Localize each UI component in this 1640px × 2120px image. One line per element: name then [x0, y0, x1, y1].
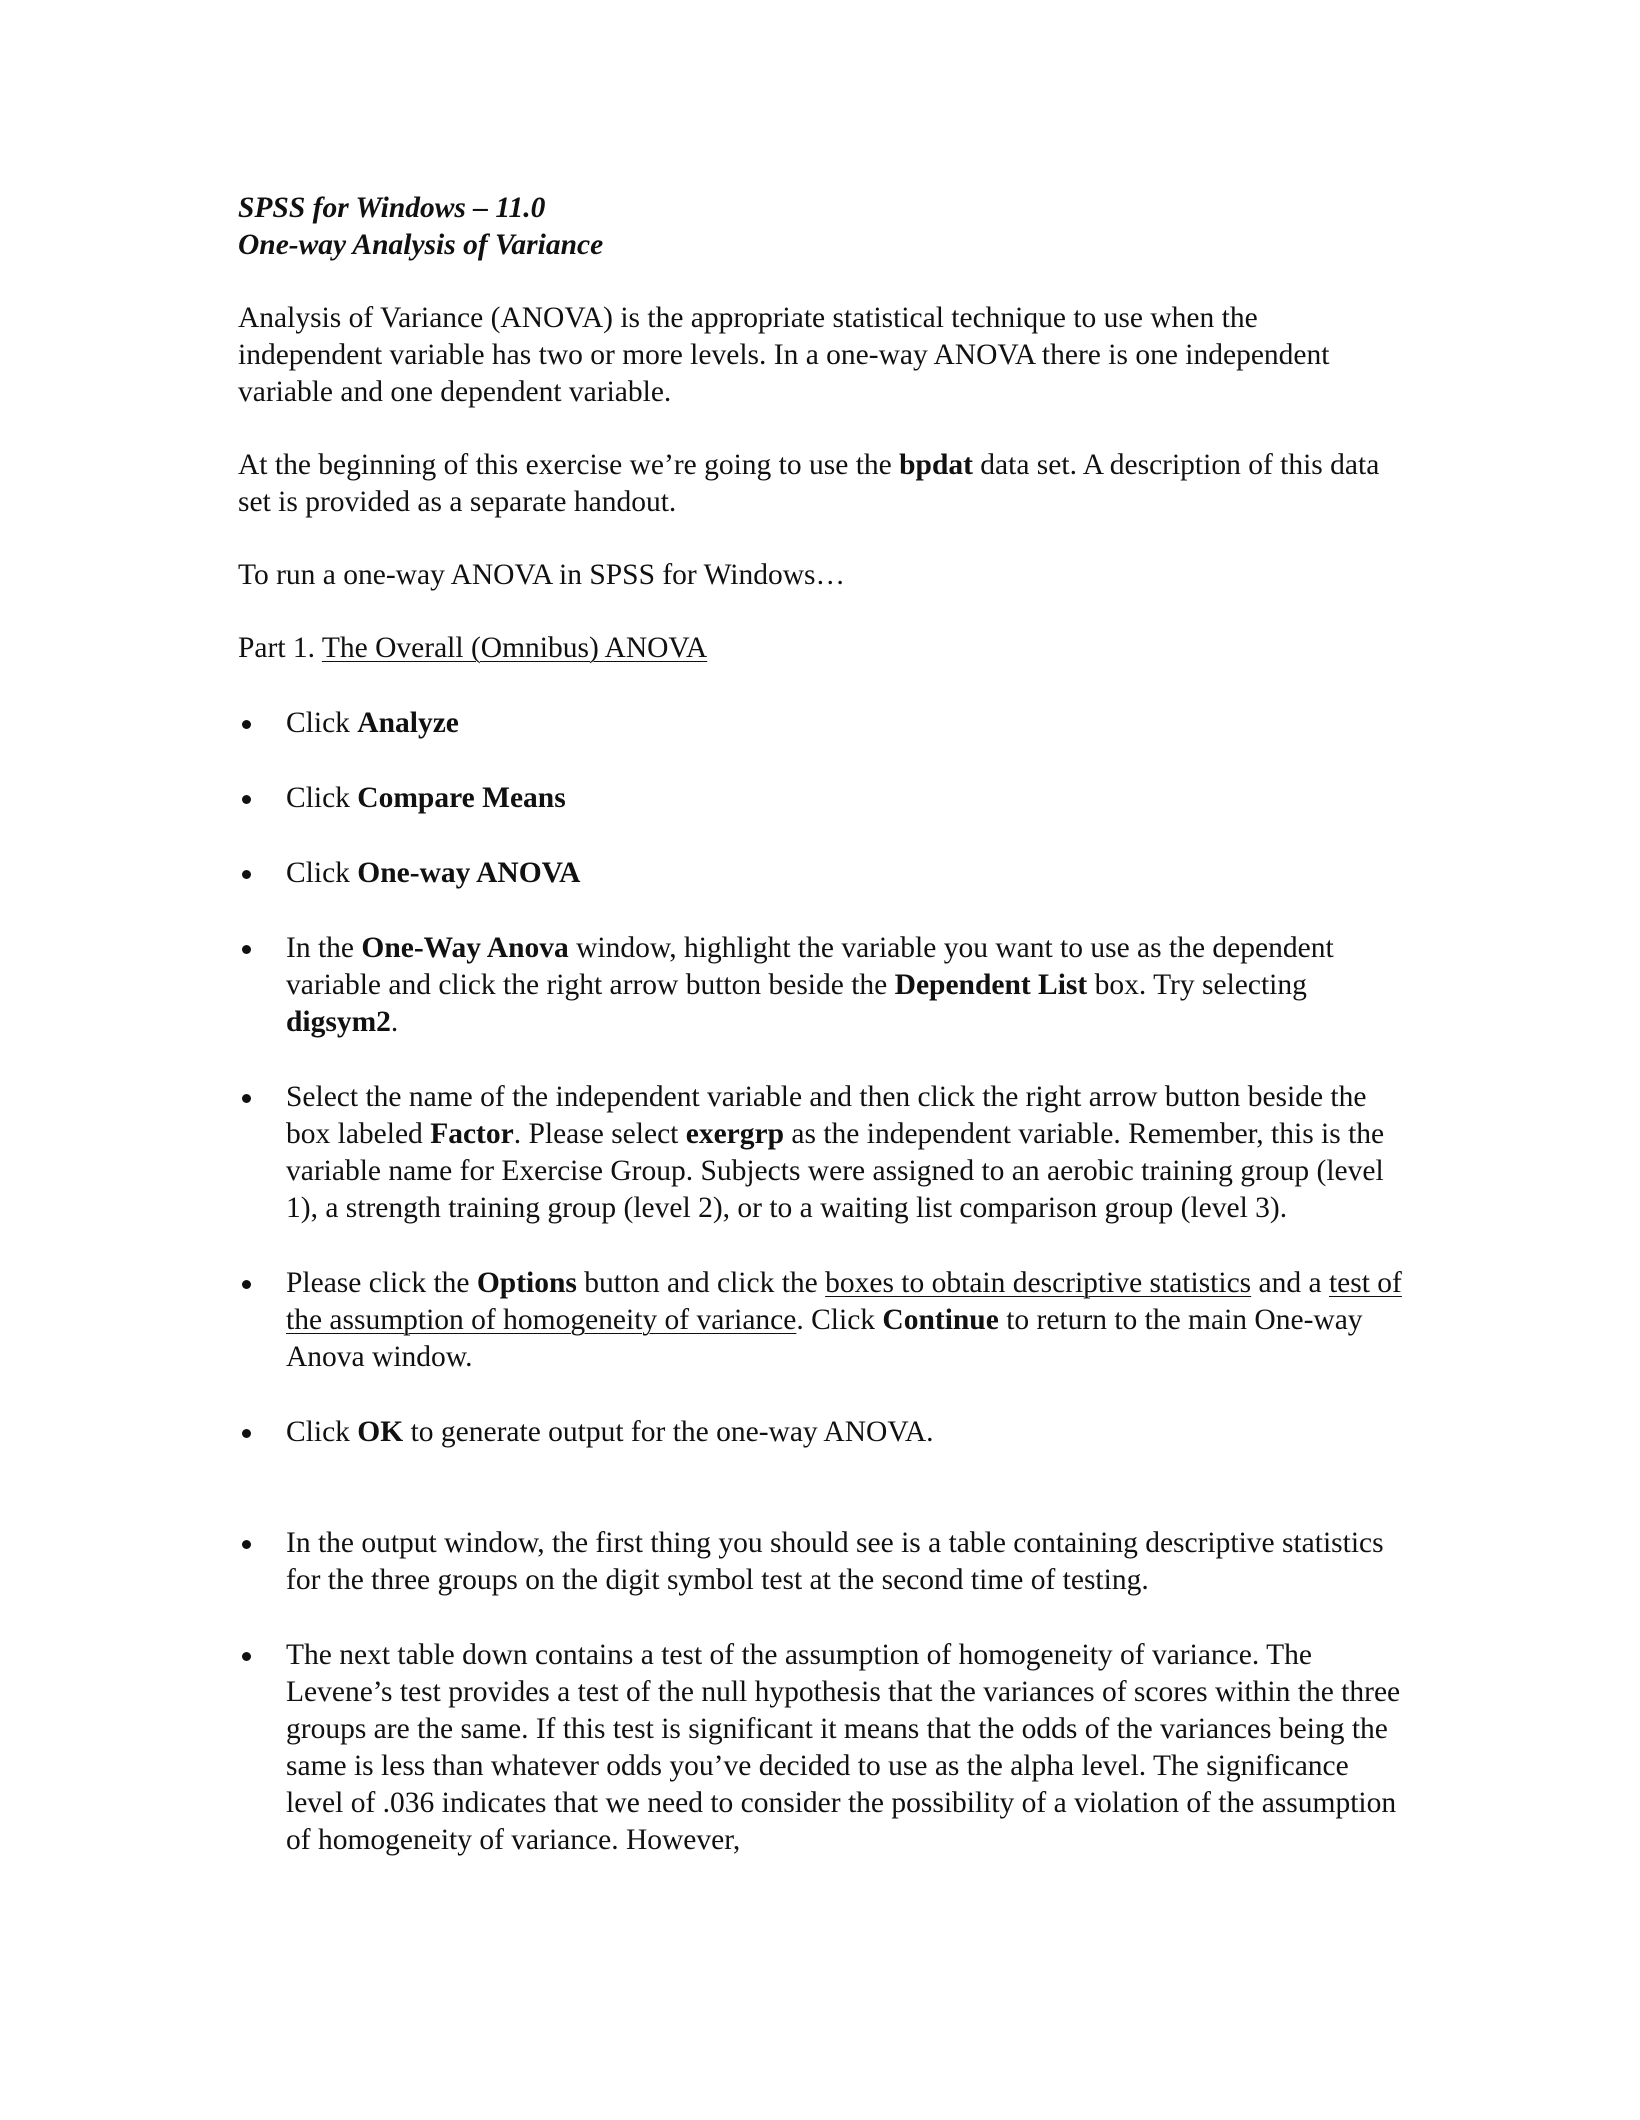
step-bold: One-way ANOVA — [357, 857, 581, 889]
step-bold: Factor — [430, 1118, 514, 1150]
step-text: Select the name of the independent variable and then click the right arrow button beside the box labeled — [286, 1081, 1367, 1150]
step-bold: exergrp — [685, 1118, 785, 1150]
step-text: box. Try selecting — [1087, 969, 1307, 1001]
list-item — [238, 1079, 1408, 1227]
step-text: . Click — [796, 1304, 883, 1336]
step-text: . Please select — [513, 1118, 686, 1150]
step-text: Click — [286, 1416, 358, 1448]
dataset-text-post: data set. A description of this data set is provided as a separate handout. — [238, 449, 1380, 518]
steps-list — [238, 705, 1408, 1859]
step-bold: Analyze — [357, 707, 459, 739]
step-bold: Options — [476, 1267, 577, 1299]
part-label: Part 1. — [238, 632, 322, 664]
list-item — [238, 1265, 1408, 1376]
list-item — [238, 780, 1408, 817]
step-text: The next table down contains a test of the assumption of homogeneity of variance. The Levene’s test provides a test of the null hypothesis that the variances of scores within the three groups are the same. If this test is significant it means that the odds of the variances being the same is less than whatever odds you’ve decided to use as the alpha level. The significance level of .036 indicates that we need to consider the possibility of a violation of the assumption of homogeneity of variance. However, — [286, 1639, 1401, 1856]
bullet-icon — [242, 1094, 251, 1103]
step-bold: One-Way Anova — [361, 932, 569, 964]
list-item — [238, 1637, 1408, 1859]
bullet-icon — [242, 1429, 251, 1438]
step-bold: Dependent List — [894, 969, 1088, 1001]
bullet-icon — [242, 870, 251, 879]
title-line-1: SPSS for Windows – 11.0 — [238, 192, 546, 224]
step-text: Click — [286, 782, 358, 814]
bullet-icon — [242, 945, 251, 954]
part-heading — [238, 630, 1408, 667]
run-anova-paragraph: To run a one-way ANOVA in SPSS for Windows… — [238, 559, 845, 591]
list-item — [238, 1525, 1408, 1599]
step-underlined: boxes to obtain descriptive statistics — [825, 1267, 1252, 1299]
document-page — [238, 190, 1408, 1859]
step-text: . — [390, 1006, 399, 1038]
step-text: as the independent variable. Remember, this is the variable name for Exercise Group. Subjects were assigned to an aerobic training group (level 1), a strength training group (level 2), or to a waiting list comparison group (level 3). — [286, 1118, 1385, 1224]
intro-paragraph: Analysis of Variance (ANOVA) is the appropriate statistical technique to use when the independent variable has two or more levels. In a one-way ANOVA there is one independent variable and one dependent variable. — [238, 302, 1330, 408]
step-bold: Continue — [882, 1304, 999, 1336]
bullet-icon — [242, 1280, 251, 1289]
step-text: and a — [1251, 1267, 1329, 1299]
step-bold: Compare Means — [357, 782, 566, 814]
bullet-icon — [242, 1540, 251, 1549]
dataset-name: bpdat — [899, 449, 973, 481]
bullet-icon — [242, 1652, 251, 1661]
bullet-icon — [242, 720, 251, 729]
step-text: window, highlight the variable you want to use as the dependent variable and click the right arrow button beside the — [286, 932, 1334, 1001]
step-text: Please click the — [286, 1267, 477, 1299]
step-bold: digsym2 — [286, 1006, 391, 1038]
dataset-paragraph — [238, 447, 1408, 521]
list-item — [238, 705, 1408, 742]
list-item — [238, 930, 1408, 1041]
step-text: Click — [286, 857, 358, 889]
title-line-2: One-way Analysis of Variance — [238, 229, 604, 261]
step-underlined: test of the assumption of homogeneity of variance — [286, 1267, 1402, 1336]
dataset-text-pre: At the beginning of this exercise we’re going to use the — [238, 449, 900, 481]
step-text: In the output window, the first thing you should see is a table containing descriptive statistics for the three groups on the digit symbol test at the second time of testing. — [286, 1527, 1384, 1596]
list-item — [238, 855, 1408, 892]
step-text: button and click the — [576, 1267, 826, 1299]
bullet-icon — [242, 795, 251, 804]
document-title — [238, 190, 1408, 264]
part-title: The Overall (Omnibus) ANOVA — [321, 632, 708, 664]
step-text: Click — [286, 707, 358, 739]
step-text: In the — [286, 932, 362, 964]
step-text: to return to the main One-way Anova window. — [286, 1304, 1363, 1373]
step-text: to generate output for the one-way ANOVA. — [403, 1416, 934, 1448]
list-item — [238, 1414, 1408, 1451]
step-bold: OK — [357, 1416, 404, 1448]
